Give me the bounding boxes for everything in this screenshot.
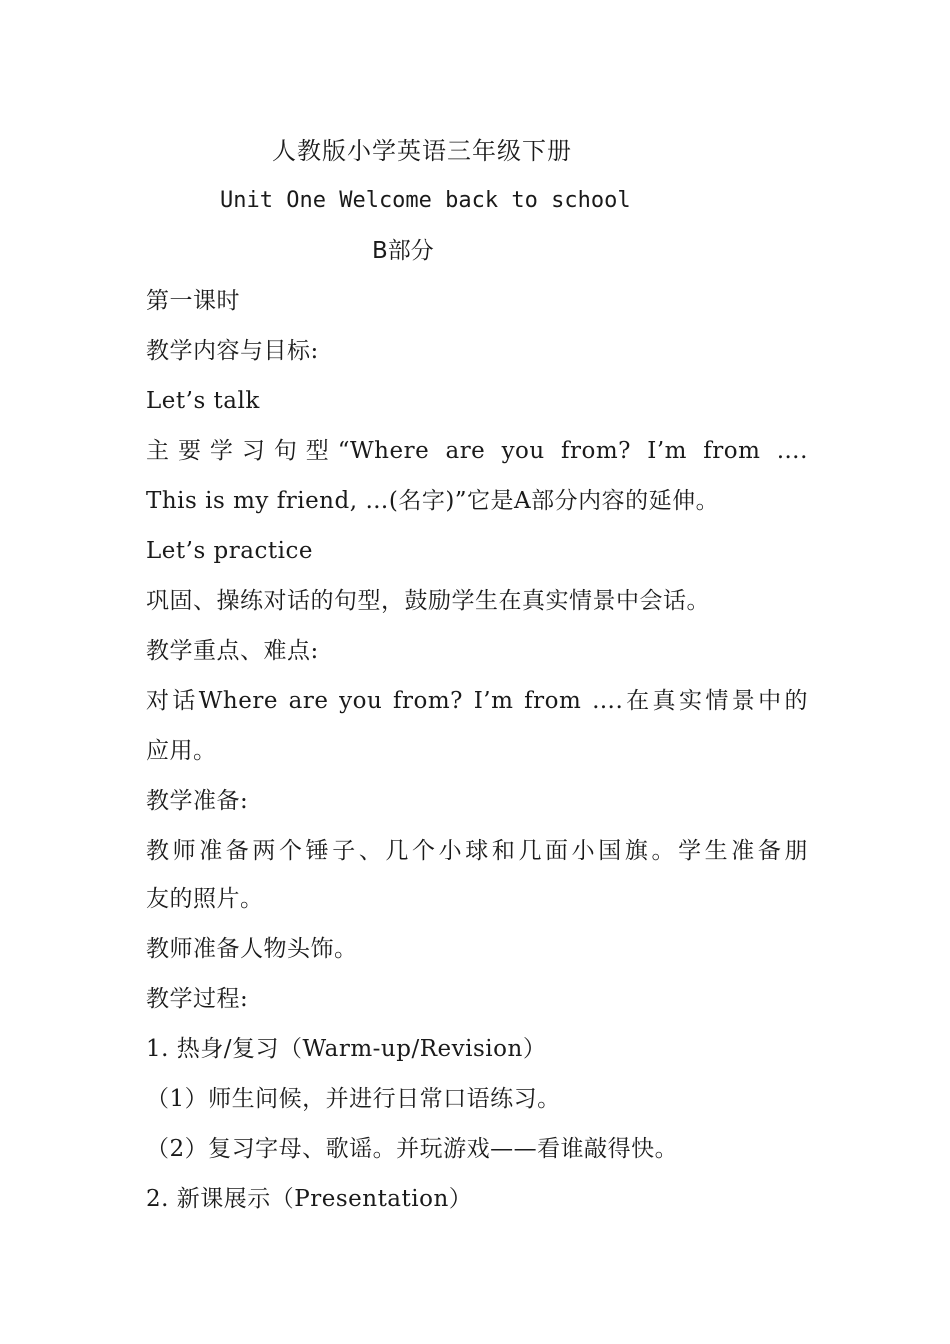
- text-line-substep-review: （2）复习字母、歌谣。并玩游戏——看谁敲得快。: [146, 1136, 679, 1162]
- text-line-lets-talk: Let’s talk: [146, 388, 260, 414]
- text-line-heading-process: 教学过程:: [146, 986, 249, 1012]
- text-line-sentence-pattern-cont: This is my friend, …(名字)”它是A部分内容的延伸。: [146, 488, 720, 514]
- text-line-substep-greeting: （1）师生问候，并进行日常口语练习。: [146, 1086, 561, 1112]
- text-line-key-points: 对话Where are you from? I’m from ….在真实情景中的: [146, 688, 808, 714]
- text-line-lets-practice: Let’s practice: [146, 538, 313, 564]
- text-line-heading-preparation: 教学准备:: [146, 788, 249, 814]
- text-line-lesson: 第一课时: [146, 288, 240, 314]
- text-line-preparation: 教师准备两个锤子、几个小球和几面小国旗。学生准备朋: [146, 838, 808, 864]
- text-line-practice-desc: 巩固、操练对话的句型，鼓励学生在真实情景中会话。: [146, 588, 710, 614]
- document-title-cn: 人教版小学英语三年级下册: [272, 137, 572, 165]
- text-line-heading-goals: 教学内容与目标:: [146, 338, 319, 364]
- text-line-step-presentation: 2. 新课展示（Presentation）: [146, 1186, 473, 1212]
- text-line-heading-key-points: 教学重点、难点:: [146, 638, 319, 664]
- text-line-preparation-headwear: 教师准备人物头饰。: [146, 936, 358, 962]
- document-title-en: Unit One Welcome back to school: [220, 188, 631, 213]
- text-line-step-warmup: 1. 热身/复习（Warm-up/Revision）: [146, 1036, 547, 1062]
- text-line-sentence-pattern: 主要学习句型“Where are you from? I’m from ….: [146, 438, 808, 464]
- document-section-title: B部分: [372, 238, 434, 264]
- text-line-preparation-cont: 友的照片。: [146, 886, 264, 912]
- text-line-key-points-cont: 应用。: [146, 738, 217, 764]
